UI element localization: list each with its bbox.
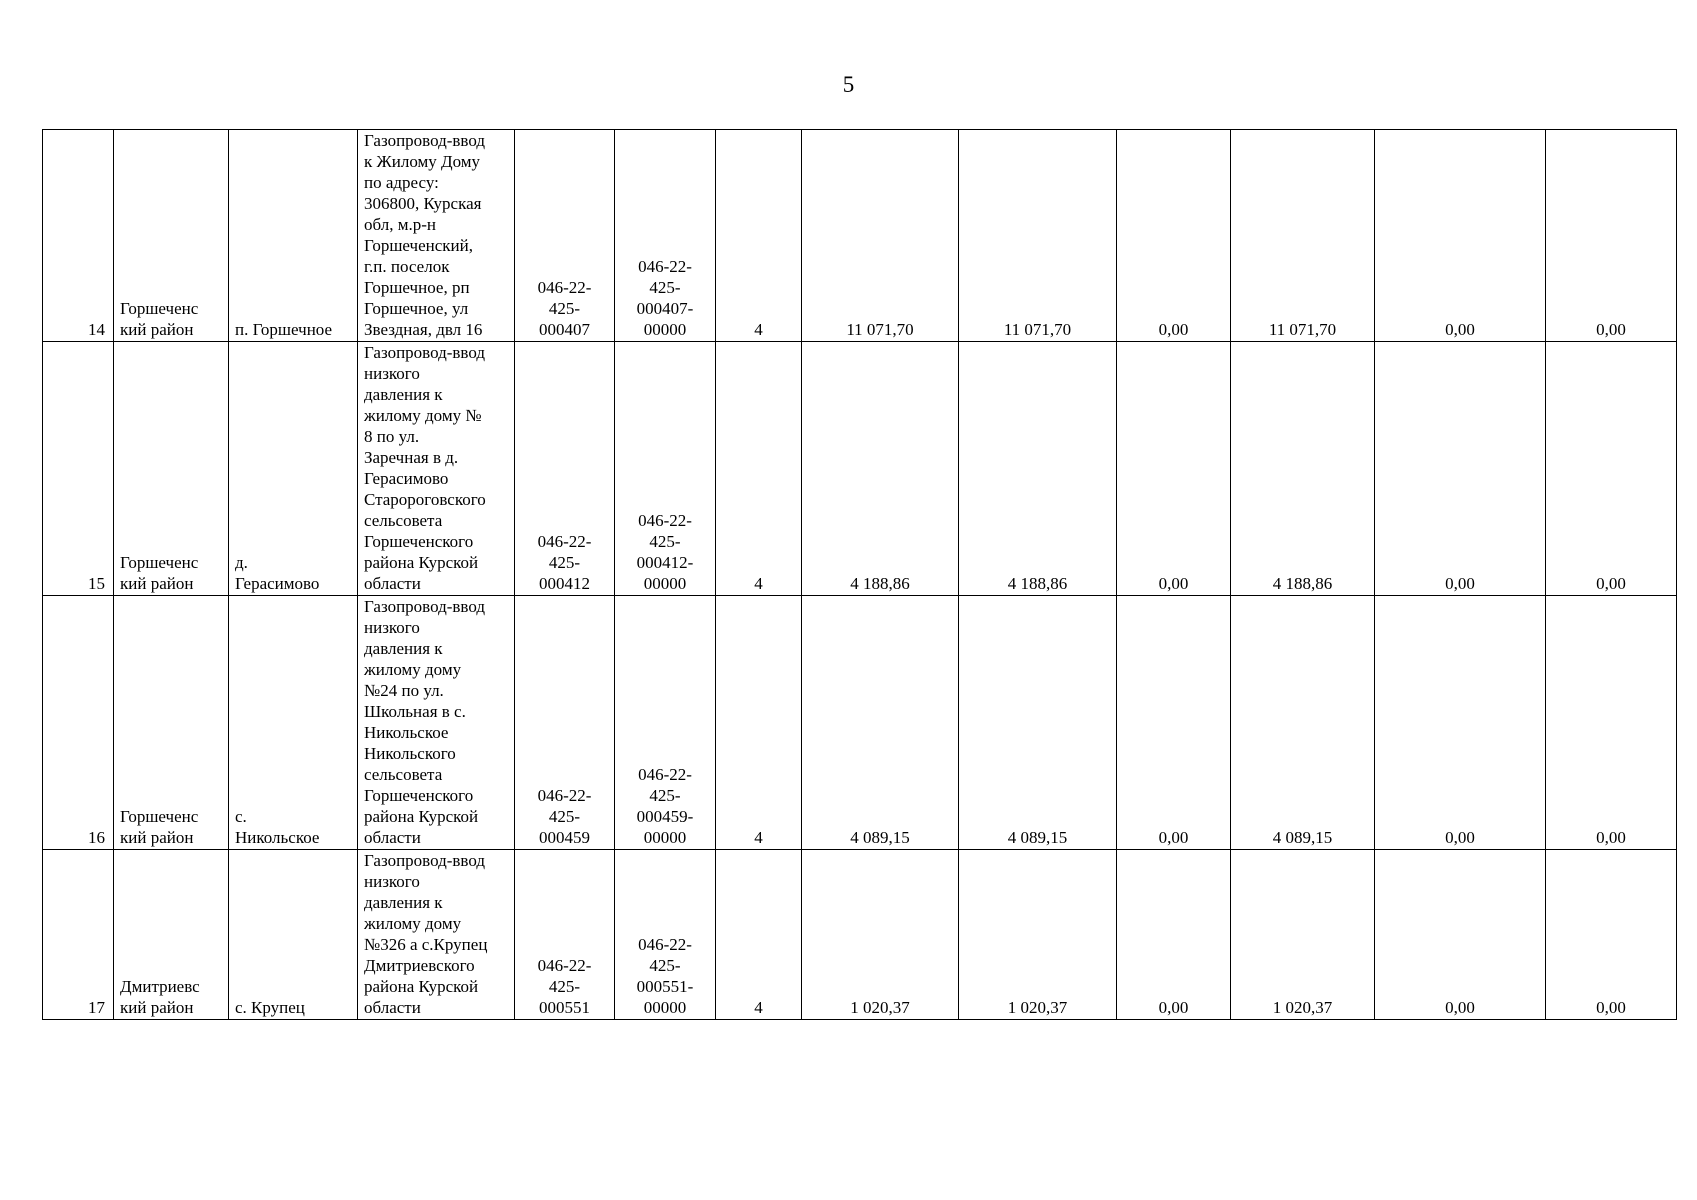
object-code-cell: 046-22- 425- 000412- 00000 — [615, 342, 716, 596]
table-row — [43, 130, 1677, 342]
amount-cell: 4 089,15 — [802, 596, 959, 850]
quantity-cell: 4 — [716, 342, 802, 596]
registry-code-cell: 046-22- 425- 000551 — [515, 850, 615, 1020]
district-cell: Горшеченс кий район — [114, 596, 229, 850]
district-cell: Горшеченс кий район — [114, 130, 229, 342]
amount-cell: 1 020,37 — [959, 850, 1117, 1020]
amount-cell: 0,00 — [1546, 596, 1677, 850]
settlement-cell: п. Горшечное — [229, 130, 358, 342]
amount-cell: 1 020,37 — [1231, 850, 1375, 1020]
object-code-cell: 046-22- 425- 000459- 00000 — [615, 596, 716, 850]
amount-cell: 0,00 — [1375, 850, 1546, 1020]
row-number-cell: 15 — [43, 342, 114, 596]
amount-cell: 0,00 — [1375, 130, 1546, 342]
settlement-cell: д. Герасимово — [229, 342, 358, 596]
registry-code-cell: 046-22- 425- 000407 — [515, 130, 615, 342]
object-name-cell: Газопровод-ввод низкого давления к жилому дому № 8 по ул. Заречная в д. Герасимово Старороговского сельсовета Горшеченского района Курской области — [358, 342, 515, 596]
table-row — [43, 850, 1677, 1020]
amount-cell: 4 188,86 — [1231, 342, 1375, 596]
amount-cell: 0,00 — [1117, 342, 1231, 596]
amount-cell: 1 020,37 — [802, 850, 959, 1020]
object-name-cell: Газопровод-ввод низкого давления к жилому дому №24 по ул. Школьная в с. Никольское Никольского сельсовета Горшеченского района Курской области — [358, 596, 515, 850]
amount-cell: 11 071,70 — [959, 130, 1117, 342]
district-cell: Горшеченс кий район — [114, 342, 229, 596]
amount-cell: 4 188,86 — [959, 342, 1117, 596]
page-number: 5 — [842, 72, 855, 97]
amount-cell: 0,00 — [1375, 596, 1546, 850]
district-cell: Дмитриевс кий район — [114, 850, 229, 1020]
object-code-cell: 046-22- 425- 000551- 00000 — [615, 850, 716, 1020]
quantity-cell: 4 — [716, 130, 802, 342]
object-code-cell: 046-22- 425- 000407- 00000 — [615, 130, 716, 342]
row-number-cell: 17 — [43, 850, 114, 1020]
row-number-cell: 14 — [43, 130, 114, 342]
object-name-cell: Газопровод-ввод низкого давления к жилому дому №326 а с.Крупец Дмитриевского района Курской области — [358, 850, 515, 1020]
register-table — [42, 129, 1677, 1020]
amount-cell: 0,00 — [1117, 130, 1231, 342]
amount-cell: 4 188,86 — [802, 342, 959, 596]
amount-cell: 4 089,15 — [1231, 596, 1375, 850]
amount-cell: 0,00 — [1375, 342, 1546, 596]
settlement-cell: с. Никольское — [229, 596, 358, 850]
settlement-cell: с. Крупец — [229, 850, 358, 1020]
amount-cell: 4 089,15 — [959, 596, 1117, 850]
registry-code-cell: 046-22- 425- 000459 — [515, 596, 615, 850]
table-row — [43, 342, 1677, 596]
object-name-cell: Газопровод-ввод к Жилому Дому по адресу: 306800, Курская обл, м.р-н Горшеченский, г.п. поселок Горшечное, рп Горшечное, ул Звездная, двл 16 — [358, 130, 515, 342]
amount-cell: 0,00 — [1546, 130, 1677, 342]
amount-cell: 0,00 — [1117, 596, 1231, 850]
amount-cell: 11 071,70 — [802, 130, 959, 342]
registry-code-cell: 046-22- 425- 000412 — [515, 342, 615, 596]
quantity-cell: 4 — [716, 596, 802, 850]
row-number-cell: 16 — [43, 596, 114, 850]
quantity-cell: 4 — [716, 850, 802, 1020]
amount-cell: 0,00 — [1117, 850, 1231, 1020]
amount-cell: 0,00 — [1546, 850, 1677, 1020]
amount-cell: 11 071,70 — [1231, 130, 1375, 342]
amount-cell: 0,00 — [1546, 342, 1677, 596]
table-body — [43, 130, 1677, 1020]
table-row — [43, 596, 1677, 850]
